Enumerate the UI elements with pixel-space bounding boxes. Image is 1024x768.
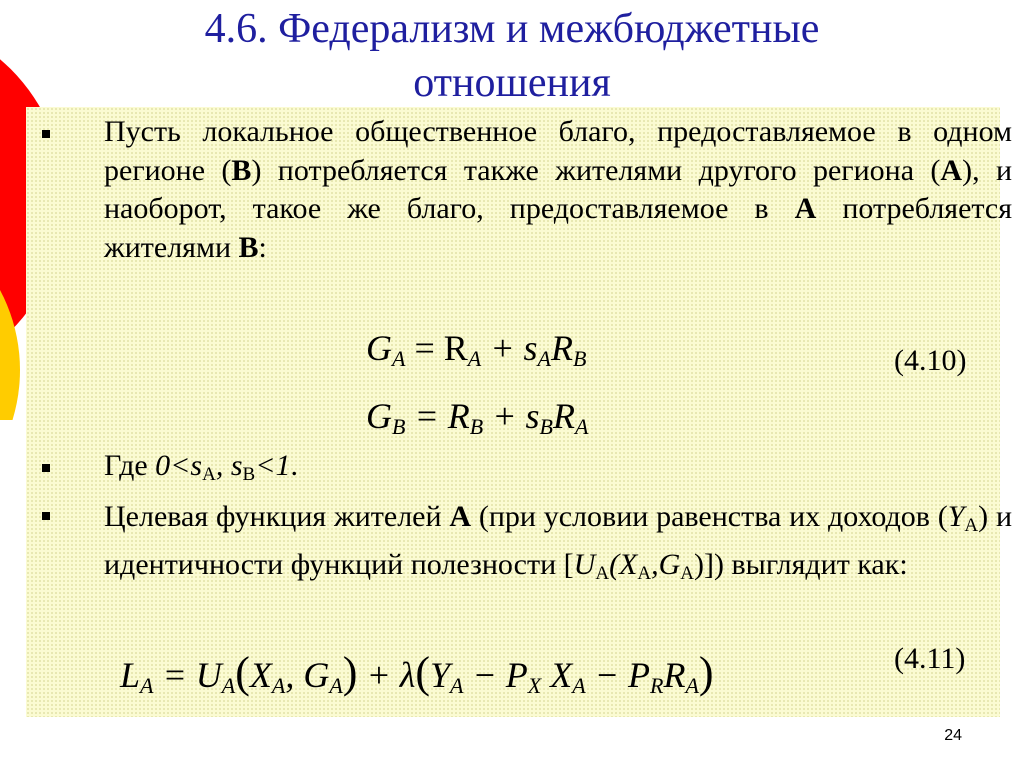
bullet-marker [42, 512, 50, 520]
region-a: А [940, 153, 963, 187]
eq-symbol: + λ [357, 655, 416, 695]
text-fragment: Целевая функция жителей [104, 500, 450, 533]
title-line-2: отношения [413, 60, 611, 106]
eq-symbol: L [120, 655, 141, 695]
region-b: В [238, 230, 259, 264]
eq-symbol: R [663, 655, 686, 695]
text-fragment: ) и идентичности функций полезности [ [104, 500, 1012, 581]
text-fragment: : [258, 230, 267, 264]
math-fragment: , s [215, 449, 243, 482]
paren-close: ) [342, 648, 358, 697]
math-fragment: U [573, 547, 596, 581]
text-fragment: потребляется жителями [104, 192, 1012, 264]
math-subscript: A [680, 562, 695, 584]
region-a: А [449, 500, 472, 533]
slide-title [0, 2, 1024, 110]
region-a: А [794, 192, 817, 225]
eq-subscript: B [392, 414, 406, 439]
eq-subscript: A [685, 673, 699, 698]
eq-symbol: = R [405, 328, 468, 368]
eq-symbol: Y [430, 655, 451, 695]
title-line-1: 4.6. Федерализм и межбюджетные [204, 6, 820, 52]
math-fragment: <1 [255, 449, 291, 482]
eq-subscript: B [539, 414, 553, 439]
text-fragment: ), и наоборот, такое же благо, предоставляемое в [104, 153, 1013, 225]
eq-symbol: + s [481, 328, 538, 368]
eq-symbol: R [552, 396, 575, 436]
bullet-marker [42, 130, 50, 138]
eq-subscript: A [221, 673, 236, 698]
eq-subscript: A [329, 673, 343, 698]
text-fragment: ) потребляется также жителями другого региона ( [251, 153, 941, 187]
content-panel [26, 107, 1013, 717]
bullet-marker [42, 464, 50, 472]
eq-subscript: B [469, 414, 484, 439]
math-subscript: A [964, 515, 979, 536]
math-subscript: A [202, 464, 216, 485]
math-fragment: 0<s [155, 449, 203, 482]
text-fragment: . [290, 449, 298, 482]
bullet-text-1 [104, 113, 1012, 267]
math-fragment: ,G [651, 547, 681, 581]
region-b: В [231, 153, 252, 187]
text-fragment: Пусть локальное общественное благо, предоставляемое в одном регионе ( [104, 115, 1012, 187]
paren-close: ) [698, 648, 714, 697]
eq-subscript: A [271, 673, 286, 698]
eq-subscript: A [572, 673, 586, 698]
bullet-text-3 [104, 498, 1012, 593]
paren-open: ( [235, 648, 250, 697]
eq-symbol: X [249, 655, 272, 695]
eq-subscript: A [392, 346, 406, 371]
eq-subscript: A [467, 346, 482, 371]
math-subscript: A [595, 562, 610, 584]
eq-symbol: = U [153, 655, 222, 695]
eq-symbol: + s [483, 396, 540, 436]
eq-symbol: = R [405, 396, 470, 436]
eq-subscript: R [649, 673, 664, 698]
text-fragment: Где [104, 449, 156, 482]
equation-ga [366, 327, 586, 372]
eq-symbol: R [551, 328, 573, 368]
equation-gb [366, 395, 588, 440]
page-number: 24 [944, 727, 962, 744]
paren-open: ( [415, 648, 430, 697]
eq-symbol: , G [285, 655, 330, 695]
equation-la [120, 647, 714, 699]
eq-subscript: B [573, 346, 587, 371]
math-subscript: A [637, 562, 652, 584]
eq-symbol: − P [585, 655, 650, 695]
math-fragment: Y [947, 500, 965, 533]
text-fragment: (при условии равенства их доходов ( [471, 500, 948, 533]
equation-number-4-10: (4.10) [894, 344, 967, 377]
eq-subscript: X [527, 673, 542, 698]
text-fragment: )]) выглядит как: [694, 547, 908, 581]
math-subscript: B [242, 464, 256, 485]
eq-symbol: X [541, 655, 573, 695]
equation-number-4-11: (4.11) [894, 642, 966, 675]
eq-subscript: A [574, 414, 589, 439]
eq-symbol: − P [463, 655, 528, 695]
bullet-text-2 [104, 447, 1012, 495]
eq-subscript: A [450, 673, 464, 698]
eq-subscript: A [537, 346, 551, 371]
math-fragment: (X [609, 547, 638, 581]
eq-symbol: G [366, 328, 392, 368]
eq-symbol: G [366, 396, 392, 436]
eq-subscript: A [140, 673, 154, 698]
